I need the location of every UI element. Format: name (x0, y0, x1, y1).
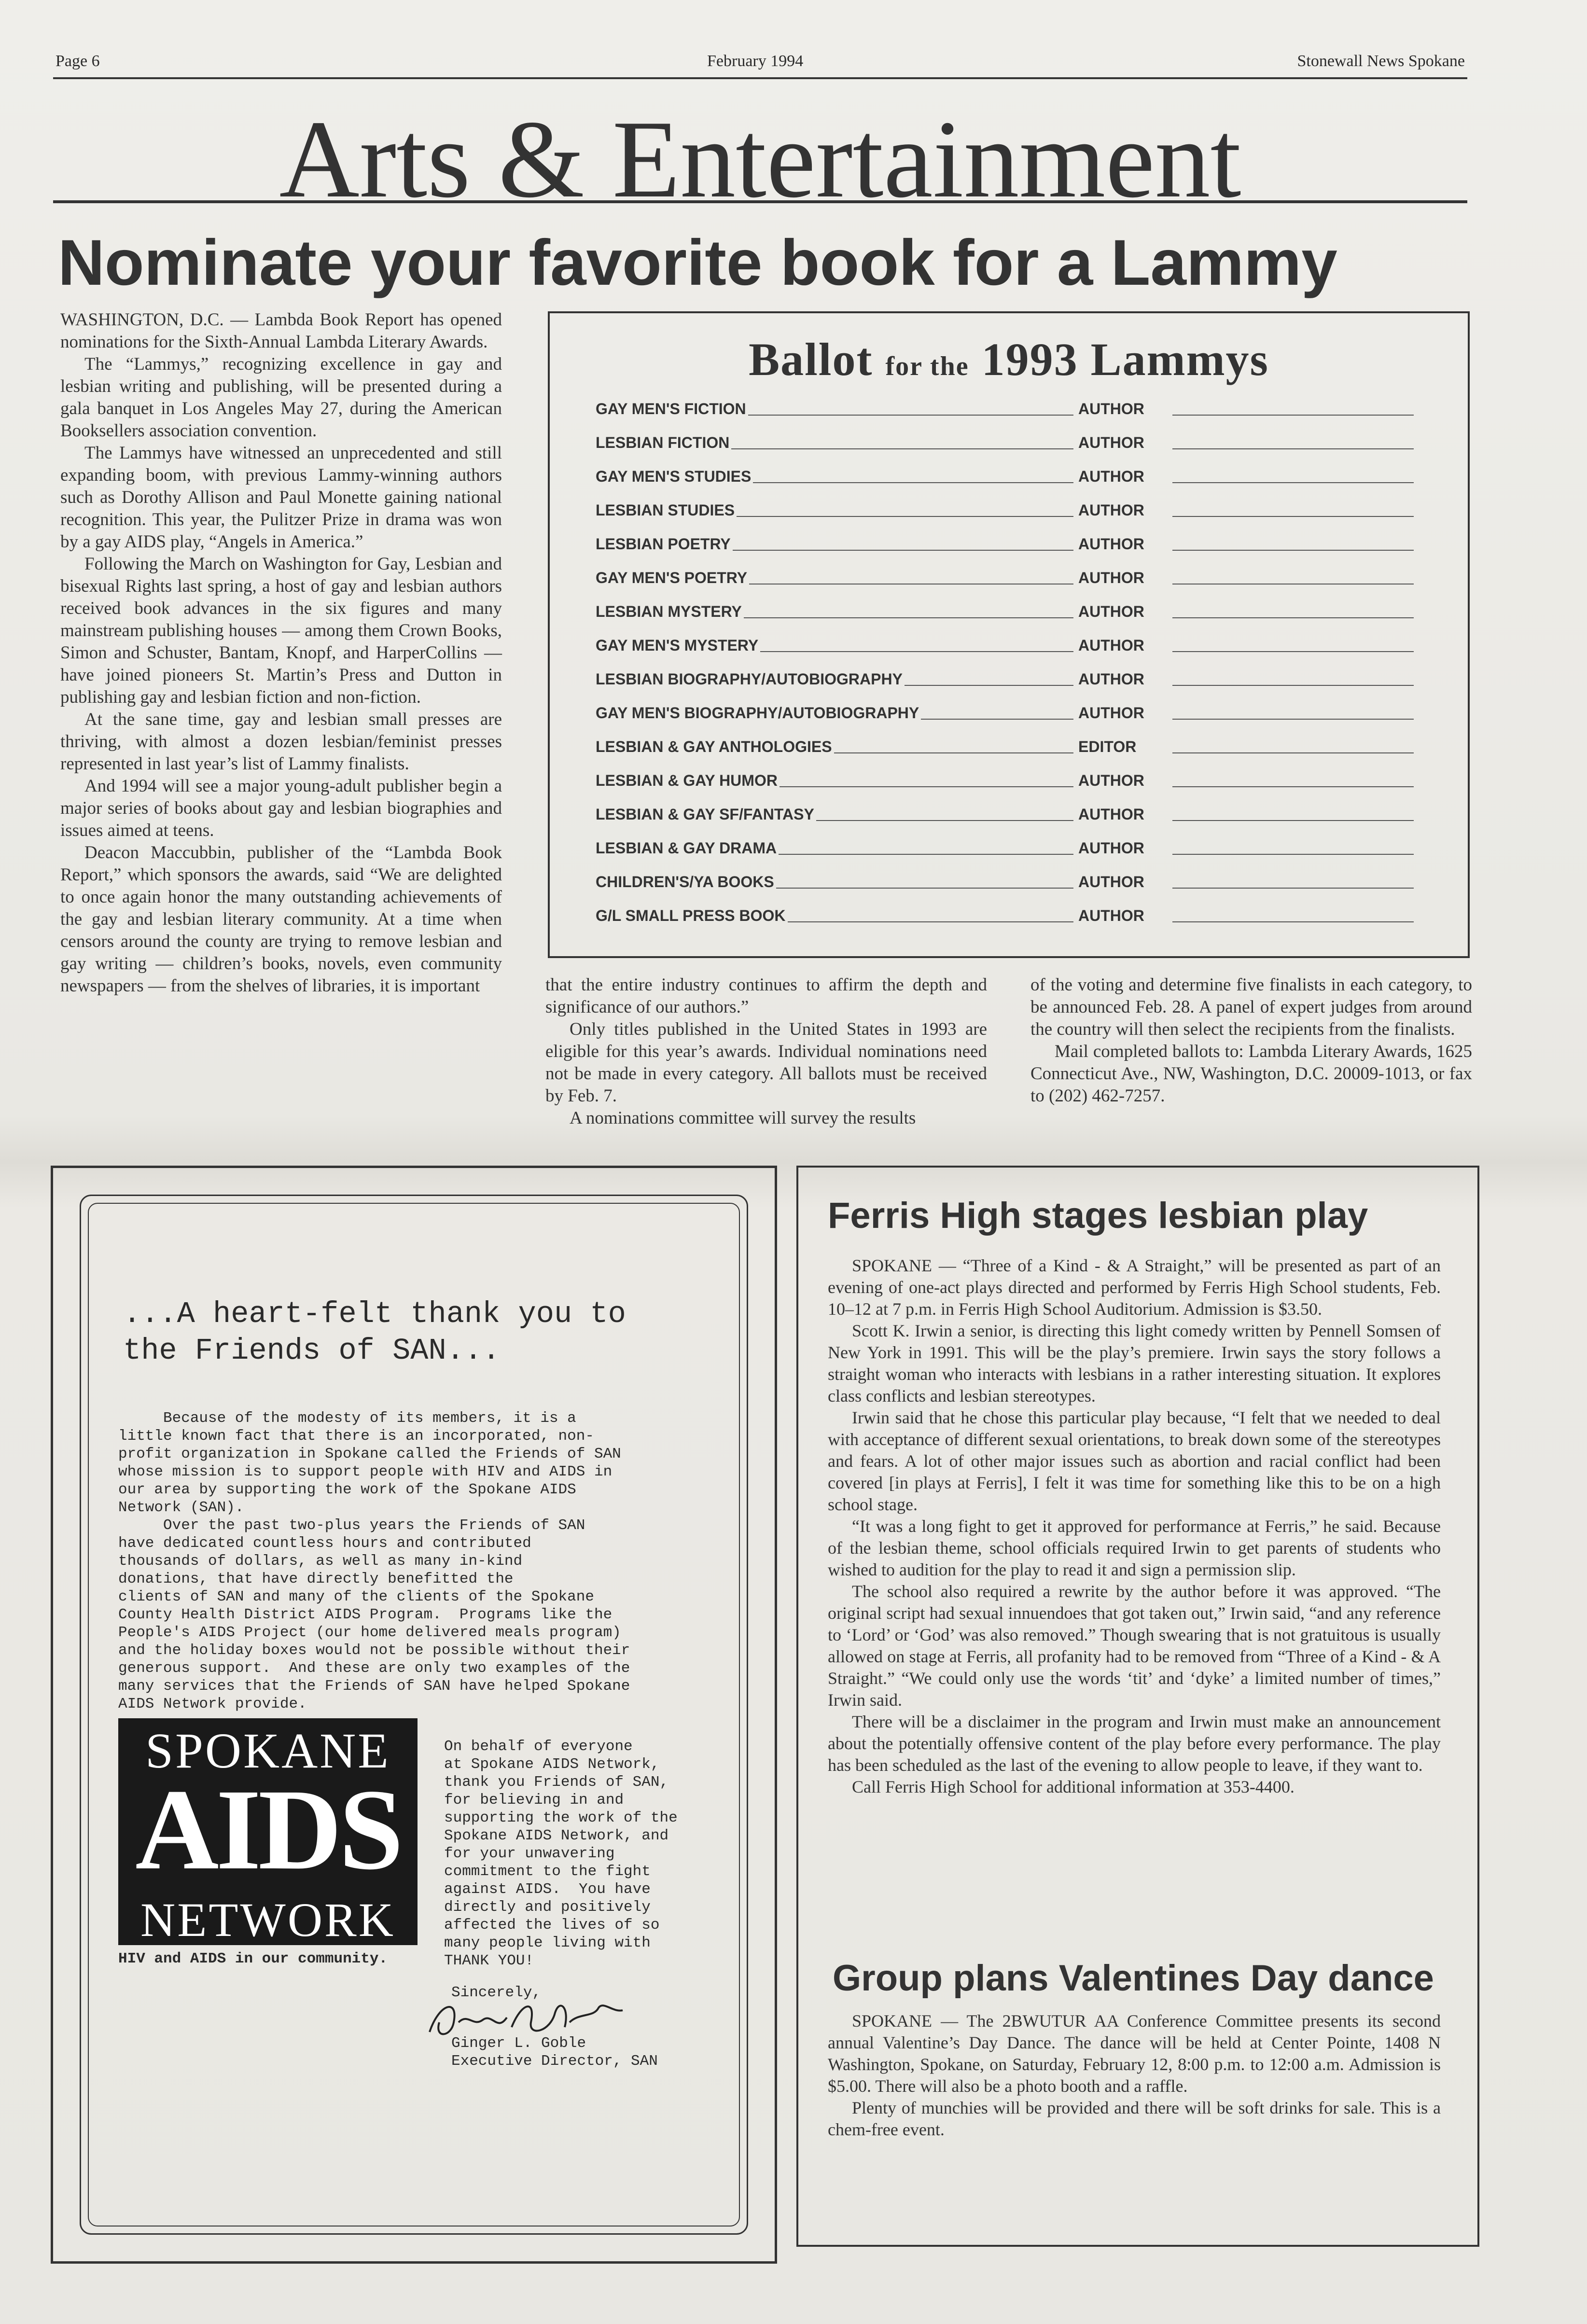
paragraph: SPOKANE — The 2BWUTUR AA Conference Committee presents its second annual Valentine’s Day Dance. The dance will be held at Center Pointe, 1408 N Washington, Spokane, on Saturday, February 12, 8:00 p.m. to 12:00 a.m. Admission is $5.00. There will also be a photo booth and a raffle. (828, 2011, 1441, 2096)
section-title: Arts & Entertainment (279, 97, 1241, 221)
ballot-role: AUTHOR (1078, 535, 1144, 553)
paragraph: Plenty of munchies will be provided and there will be soft drinks for sale. This is a chem-free event. (828, 2098, 1441, 2139)
paragraph: Following the March on Washington for Gay, Lesbian and bisexual Rights last spring, a host of gay and lesbian authors received book advances in the six figures and many mainstream publishing houses — among them Crown Books, Simon and Schuster, Bantam, Knopf, and HarperCollins — have joined pioneers St. Martin’s Press and Dutton in publishing gay and lesbian fiction and non-fiction. (60, 554, 502, 707)
ballot-role: AUTHOR (1078, 839, 1144, 857)
ballot-category: LESBIAN MYSTERY (596, 603, 742, 620)
ad-signer: Ginger L. Goble (451, 2035, 586, 2052)
ballot-row (596, 806, 1426, 828)
ballot-row (596, 501, 1426, 524)
title-entry-line[interactable] (760, 651, 1073, 652)
ballot-category: G/L SMALL PRESS BOOK (596, 907, 786, 924)
valentine-headline: Group plans Valentines Day dance (833, 1958, 1434, 1999)
title-entry-line[interactable] (788, 921, 1073, 922)
author-entry-line[interactable] (1172, 685, 1414, 686)
title-entry-line[interactable] (731, 448, 1073, 449)
paragraph: “It was a long fight to get it approved for performance at Ferris,” he said. Because of the lesbian theme, school officials required Irwin to get parents of students who wished to audition for the play to read it and sign a permission slip. (828, 1517, 1441, 1579)
ballot-role: AUTHOR (1078, 637, 1144, 654)
title-entry-line[interactable] (744, 617, 1073, 618)
author-entry-line[interactable] (1172, 820, 1414, 821)
ballot-row (596, 400, 1426, 422)
lead-column-3 (1030, 974, 1472, 1107)
paragraph: And 1994 will see a major young-adult publisher begin a major series of books about gay and lesbian biographies and issues aimed at teens. (60, 776, 502, 840)
ballot-category: GAY MEN'S STUDIES (596, 468, 752, 485)
title-entry-line[interactable] (733, 550, 1073, 551)
title-entry-line[interactable] (921, 719, 1073, 720)
lead-column-1 (60, 309, 502, 997)
author-entry-line[interactable] (1172, 482, 1414, 483)
paragraph: WASHINGTON, D.C. — Lambda Book Report has opened nominations for the Sixth-Annual Lambda Literary Awards. (60, 310, 502, 352)
ballot-row (596, 704, 1426, 726)
title-entry-line[interactable] (905, 685, 1073, 686)
lead-headline: Nominate your favorite book for a Lammy (58, 227, 1337, 299)
ballot-role: AUTHOR (1078, 907, 1144, 924)
ballot-role: EDITOR (1078, 738, 1137, 755)
page-header (53, 48, 1467, 79)
author-entry-line[interactable] (1172, 752, 1414, 753)
ballot-row (596, 569, 1426, 591)
ballot-role: AUTHOR (1078, 704, 1144, 722)
ballot-row (596, 738, 1426, 760)
author-entry-line[interactable] (1172, 719, 1414, 720)
title-entry-line[interactable] (780, 786, 1073, 787)
ballot-category: LESBIAN FICTION (596, 434, 730, 451)
paragraph: Call Ferris High School for additional information at 353-4400. (852, 1777, 1295, 1796)
lead-column-2 (545, 974, 987, 1129)
ballot-row (596, 637, 1426, 659)
author-entry-line[interactable] (1172, 854, 1414, 855)
ballot-category: LESBIAN POETRY (596, 535, 731, 553)
ballot-title: Ballot for the 1993 Lammys (749, 334, 1269, 385)
ballot-role: AUTHOR (1078, 873, 1144, 891)
paragraph: Scott K. Irwin a senior, is directing this light comedy written by Pennell Somsen of New York in 1991. This will be the play’s premiere. Irwin says the story follows a straight woman who interacts with lesbians in a rather interesting situation. It explores class conflicts and lesbian stereotypes. (828, 1321, 1441, 1406)
paragraph: Mail completed ballots to: Lambda Literary Awards, 1625 Connecticut Ave., NW, Washington, D.C. 20009-1013, or fax to (202) 462-7257. (1030, 1042, 1472, 1106)
ad-signer-title: Executive Director, SAN (451, 2053, 658, 2070)
ballot-role: AUTHOR (1078, 434, 1144, 451)
author-entry-line[interactable] (1172, 617, 1414, 618)
author-entry-line[interactable] (1172, 651, 1414, 652)
ballot-row (596, 772, 1426, 794)
ballot-role: AUTHOR (1078, 468, 1144, 485)
author-entry-line[interactable] (1172, 415, 1414, 416)
ballot-role: AUTHOR (1078, 501, 1144, 519)
author-entry-line[interactable] (1172, 448, 1414, 449)
ballot-category: LESBIAN & GAY ANTHOLOGIES (596, 738, 832, 755)
paragraph: The school also required a rewrite by the author before it was approved. “The original script had sexual innuendoes that got taken out,” Irwin said, “and any reference to ‘Lord’ or ‘God’ was also removed.” Though swearing that is not gratuitous is usually allowed on stage at Ferris, all profanity had to be removed from “Three of a Kind - & A Straight.” “We could only use the words ‘tit’ and ‘dyke’ a limited number of times,” Irwin said. (828, 1582, 1441, 1710)
title-entry-line[interactable] (816, 820, 1073, 821)
ballot-role: AUTHOR (1078, 772, 1144, 789)
paragraph: Only titles published in the United States in 1993 are eligible for this year’s awards. Individual nominations need not be made in every category. All ballots must be received by Feb. 7. (545, 1019, 987, 1106)
title-entry-line[interactable] (737, 516, 1073, 517)
ballot-row (596, 873, 1426, 895)
author-entry-line[interactable] (1172, 516, 1414, 517)
ballot-category: LESBIAN & GAY HUMOR (596, 772, 778, 789)
paragraph: of the voting and determine five finalists in each category, to be announced Feb. 28. A panel of expert judges from around the country will then select the recipients from the finalists. (1030, 975, 1472, 1039)
title-entry-line[interactable] (779, 854, 1073, 855)
ballot-category: LESBIAN STUDIES (596, 501, 735, 519)
title-entry-line[interactable] (834, 752, 1073, 753)
ballot-category: GAY MEN'S MYSTERY (596, 637, 759, 654)
page-number: Page 6 (56, 52, 100, 70)
ballot-row (596, 907, 1426, 929)
ballot-category: CHILDREN'S/YA BOOKS (596, 873, 774, 891)
ballot-row (596, 839, 1426, 862)
paragraph: There will be a disclaimer in the program and Irwin must make an announcement about the potentially offensive content of the play before every performance. The play has been scheduled as the last of the evening to allow people to leave, if they want to. (828, 1712, 1441, 1775)
ad-body: Because of the modesty of its members, it is a little known fact that there is an incorporated, non- profit organization in Spokane called the Friends of SAN whose mission is to support people with HIV and AIDS in our area by supporting the work of the Spokane AIDS Network (SAN). Over the past two-plus years the Friends of SAN have dedicated countless hours and contributed thousands of dollars, as well as many in-kind donations, that have directly benefitted the clients of SAN and many of the clients of the Spokane County Health District AIDS Program. Programs like the People's AIDS Project (our home delivered meals program) and the holiday boxes would not be possible without their generous support. And these are only two examples of the many services that the Friends of SAN have helped Spokane AIDS Network provide. (118, 1410, 630, 1712)
ballot-row (596, 434, 1426, 456)
ballot-role: AUTHOR (1078, 569, 1144, 586)
ferris-headline: Ferris High stages lesbian play (828, 1195, 1368, 1236)
paragraph: At the sane time, gay and lesbian small presses are thriving, with almost a dozen lesbian/feminist presses represented in last year’s list of Lammy finalists. (60, 710, 502, 774)
title-entry-line[interactable] (776, 888, 1073, 889)
paragraph: A nominations committee will survey the results (570, 1108, 916, 1128)
title-entry-line[interactable] (748, 415, 1073, 416)
author-entry-line[interactable] (1172, 786, 1414, 787)
valentine-article (828, 2010, 1441, 2141)
paragraph: SPOKANE — “Three of a Kind - & A Straight,” will be presented as part of an evening of one-act plays directed and performed by Ferris High School students, Feb. 10–12 at 7 p.m. in Ferris High School Auditorium. Admission is $3.50. (828, 1256, 1441, 1319)
author-entry-line[interactable] (1172, 550, 1414, 551)
ballot-role: AUTHOR (1078, 603, 1144, 620)
paper-name: Stonewall News Spokane (1297, 52, 1465, 70)
ad-heading: ...A heart-felt thank you to the Friends of SAN... (123, 1297, 626, 1368)
paragraph: The “Lammys,” recognizing excellence in gay and lesbian writing and publishing, will be presented during a gala banquet in Los Angeles May 27, during the American Booksellers association convention. (60, 354, 502, 441)
ad-sincerely: Sincerely, (451, 1984, 542, 2001)
ballot-role: AUTHOR (1078, 806, 1144, 823)
paragraph: Irwin said that he chose this particular play because, “I felt that we needed to deal with acceptance of different sexual orientations, to break down some of the stereotypes and fears. A lot of other major issues such as abortion and racial conflict had been covered [in plays at Ferris], I felt it was time for something like this to be on a high school stage. (828, 1408, 1441, 1514)
ballot-category: GAY MEN'S POETRY (596, 569, 748, 586)
section-rule (53, 200, 1467, 203)
ballot-category: LESBIAN BIOGRAPHY/AUTOBIOGRAPHY (596, 670, 903, 688)
ballot-row (596, 670, 1426, 693)
paragraph: Deacon Maccubbin, publisher of the “Lambda Book Report,” which sponsors the awards, said “We are delighted to once again honor the many outstanding achievements of the gay and lesbian literary community. At a time when censors around the county are trying to remove lesbian and gay writing — children’s books, novels, even community newspapers — from the shelves of libraries, it is important (60, 843, 502, 996)
ad-side-text: On behalf of everyone at Spokane AIDS Network, thank you Friends of SAN, for believing in and supporting the work of the Spokane AIDS Network, and for your unwavering commitment to the fight against AIDS. You have directly and positively affected the lives of so many people living with THANK YOU! (444, 1738, 678, 1969)
title-entry-line[interactable] (753, 482, 1073, 483)
ballot-category: LESBIAN & GAY DRAMA (596, 839, 777, 857)
ballot-row (596, 468, 1426, 490)
ballot-row (596, 603, 1426, 625)
ferris-article (828, 1255, 1441, 1798)
logo-caption: HIV and AIDS in our community. (118, 1950, 388, 1967)
author-entry-line[interactable] (1172, 921, 1414, 922)
ballot-row (596, 535, 1426, 557)
ballot-category: LESBIAN & GAY SF/FANTASY (596, 806, 814, 823)
ballot-category: GAY MEN'S BIOGRAPHY/AUTOBIOGRAPHY (596, 704, 919, 722)
ballot-role: AUTHOR (1078, 400, 1144, 417)
ballot-role: AUTHOR (1078, 670, 1144, 688)
ballot-category: GAY MEN'S FICTION (596, 400, 746, 417)
author-entry-line[interactable] (1172, 888, 1414, 889)
ballot-form (548, 311, 1470, 958)
issue-date: February 1994 (707, 52, 804, 70)
spokane-aids-network-logo: SPOKANE AIDS NETWORK (118, 1718, 418, 1945)
paragraph: The Lammys have witnessed an unprecedented and still expanding boom, with previous Lammy-winning authors such as Dorothy Allison and Paul Monette gaining national recognition. This year, the Pulitzer Prize in drama was won by a gay AIDS play, “Angels in America.” (60, 443, 502, 552)
paragraph: that the entire industry continues to affirm the depth and significance of our authors.” (545, 975, 987, 1017)
